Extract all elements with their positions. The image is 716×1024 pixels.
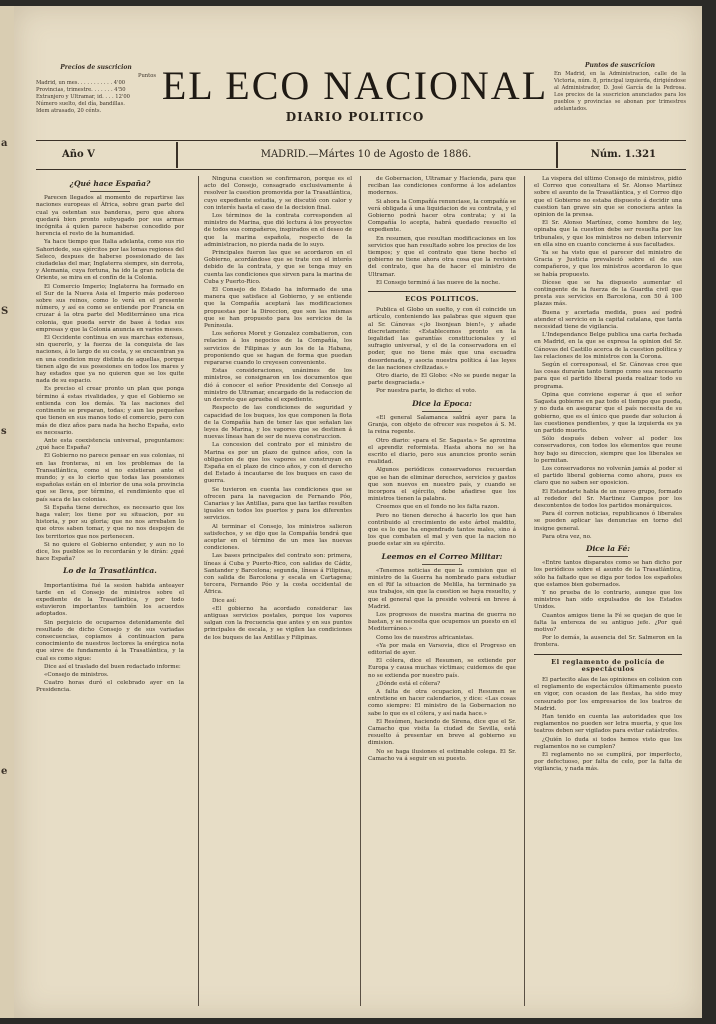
article-paragraph: Al terminar el Consejo, los ministros salieron satisfechos, y se dijo que la Compañía tendrá que aceptar en el término de un mes las nuevas condiciones. [204,523,352,552]
section-rule [368,291,516,292]
article-paragraph: de Gobernacion, Ultramar y Hacienda, para que reciban las condiciones conforme á los adelantos modernos. [368,176,516,197]
article-paragraph: El Consejo de Estado ha informado de una manera que satisface al Gobierno, y se entiende que la Compañía aceptará las modificaciones propuestas por la Direccion, que son las mismas que se han propuesto para los servicios de la Península. [204,287,352,330]
article-paragraph: Cuatro horas duró el celebrado ayer en la Presidencia. [36,680,184,694]
subscription-points-text: En Madrid, en la Administracion, calle de la Victoria, núm. 8, principal izquierda, dirigiéndose al Administrador, D. José García de la Pedrosa. Los precios de la suscricion anunciados para los pueblos y provincias se abonan por trimestres adelantados. [554,71,686,112]
subscription-price-line: Idem atrasado, 20 cénts. [36,108,102,114]
article-paragraph: «Tenemos noticias de que la comision que el ministro de la Guerra ha nombrado para estudiar en el Rif la situacion de Melilla, ha terminado ya sus trabajos, sin que la cuestion se haya resuelto, y que el general que la preside volverá en breve á Madrid. [368,567,516,610]
article-paragraph: El Estandarte habla de un nuevo grupo, formado al rededor del Sr. Martinez Campos por los descontentos de todos los partidos monárquicos. [534,488,682,509]
article-paragraph: El Sr. Alonso Martínez, como hombre de ley, opinaba que la cuestion debe ser resuelta por los tribunales, y que los ministros no deben intervenir en ella sino en cuanto concierne á sus facultades. [534,220,682,248]
issue-divider [176,142,178,168]
article-paragraph: Por lo demás, la ausencia del Sr. Salmeron en la frontera. [534,635,682,649]
subscription-points-box [554,62,686,113]
newspaper-subtitle: DIARIO POLITICO [285,110,425,124]
article-paragraph: Sin perjuicio de ocuparnos detenidamente del resultado de dicho Consejo y de sus variadas consecuencias, copiamos á continuacion para conocimiento de nuestros lectores la enérgica nota que sirve de fundamento á la Trasatlántica, y la cual es como sigue: [36,619,184,662]
masthead-rule-top [36,140,686,141]
subscription-prices-lines [36,73,156,115]
article-paragraph: Respecto de las condiciones de seguridad y capacidad de los buques, los que componen la flota de la Compañía han de tener las que señalan las leyes de Marina, y los vapores que se destinen á nuevas líneas han de ser de nueva construccion. [204,405,352,441]
subscription-price-line: Número suelto, del día, bandillas. [36,101,125,107]
article-paragraph: Otro diario, de El Globo: «No se puede negar la parte desgraciada.» [368,373,516,387]
article-heading: ¿Qué hace España? [69,179,151,188]
article-paragraph: Las bases principales del contrato son: primera, líneas á Cuba y Puerto-Rico, con salidas de Cádiz, Santander y Barcelona; segunda, líneas á Filipinas, con salida de Barcelona y escala en Cartagena; tercera, Fernando Póo y la costa occidental de África. [204,553,352,596]
article-paragraph: Han tenido en cuenta las autoridades que los reglamentos no pueden ser letra muerta, y que los teatros deben ser vigilados para evitar catástrofes. [534,714,682,735]
article-paragraph: Es preciso el crear pronto un plan que ponga término á estas rivalidades, y que el Gobierno se entienda con los demás. Ya las naciones del continente se preparan, todas; y aun las pequeñas que tienen en sus manos todo el comercio, pero con más de diez años para nada ha hecho España, esto es necesario. [36,386,184,436]
article-paragraph: Dícese que se ha dispuesto aumentar el contingente de la fuerza de la Guardia civil que presta sus servicios en Barcelona, con 50 á 100 plazas más. [534,279,682,308]
article-paragraph: Para otra vez, no. [542,533,592,540]
article-paragraph: Creemos que en el fondo no les falta razon. [376,504,500,511]
article-paragraph: Otro diario: «para el Sr. Sagasta.» Se aproxima el aprendiz reformista. Hasta ahora no se ha escrito el diario, pero sus anuncios pronto serán realidad. [368,437,516,466]
article-paragraph: El Occidente continua en sus marchas extensas, sin quererlo, y la fuerza de la conquista de las naciones, á lo largo de su costa, y se encuentran ya en una condicion muy distinta de aquellas, porque tienen algo de sus posesiones en todos los mares y hay estados que ya no quieren que se los quite nada de su espacio. [36,335,184,385]
article-paragraph: Ya hace tiempo que Italia adelanta, como sus rio Sahoridede, sus ejércitos por las lomas regiones del Seleco, despues de haberse posesionado de las ciudadelas del mar, Inglaterra siempre, sin derrota, y Alemania, cuya fortuna, ha ido la gran noticia de Oriente, se mira en el confín de la Colonia. [36,239,184,282]
heading-rule [90,579,130,580]
issue-bar [36,142,686,168]
subscription-prices-heading: Precios de suscricion [60,64,132,71]
article-paragraph: Cuantos amigos tiene la Fé se quejan de que le falta la entereza de su antiguo jefe. ¿Por qué motivo? [534,612,682,633]
article-paragraph: Buena y acertada medida, pues así podrá atender el servicio en la capital catalana, que tanta necesidad tiene de vigilancia. [534,309,682,331]
subscription-price-line: Provincias, trimestre. . . . . . . 4'50 [36,87,126,93]
subscription-price-line: Puntos [137,73,156,79]
newspaper-title: EL ECO NACIONAL [161,63,549,108]
article-paragraph: Ante esta coexistencia universal, preguntamos: ¿qué hace España? [36,437,184,452]
article-paragraph: «El general Salamanca saldrá ayer para la Granja, con objeto de ofrecer sus respetos á S. M. la reina regente. [368,414,516,436]
article-paragraph: Sólo después deben volver al poder los conservadores, con todos los elementos que reune hoy bajo su direccion, siempre que los liberales se lo permitan. [534,436,682,464]
column-1 [36,176,184,1006]
article-paragraph: Los términos de la contrata corresponden al ministro de Marina, que dió lectura á los proyectos de todos sus compañeros, inspirados en el deseo de que la marina española, respecto de la administracion, no pierda nada de lo suyo. [204,213,352,248]
section-heading: ECOS POLITICOS. [405,295,479,304]
section-heading: El reglamento de policía de espectáculos [551,657,665,673]
article-paragraph: El Gobierno no parece pensar en sus colonias, ni en las fronteras, ni en los problemas de la Transatlántica, como si no existieran ante el mundo; y es lo cierto que todas las posesiones españolas están en el interior de una sola provincia que se lleva, por término, el rendimiento que el país saca de las colonias. [36,453,184,503]
article-paragraph: Los señores Moret y Gonzalez combatieron, con relacion á los negocios de la Compañía, los servicios de Filipinas y aun los de la Habana, proponiendo que se hagan de forma que puedan repararse cuando lo creyesen conveniente. [204,331,352,367]
edge-letter: e [1,766,8,777]
article-paragraph: «Consejo de ministros. [44,672,109,678]
article-paragraph: Y no prueba de lo contrario, aunque que los ministros han sido expulsados de los Estados Unidos. [534,589,682,611]
article-paragraph: L'Independance Belge publica una carta fechada en Madrid, en la que se expresa la opinion del Sr. Cánovas del Castillo acerca de la cuestion política y las relaciones de los ministros con la Corona. [534,332,682,360]
article-paragraph: En resumen, que resultan modificaciones en los servicios que han resultado sobre los precios de los tiempos; y que el contrato que tiene hecho el gobierno no tiene ahora otra cosa que la revision del contrato, que ha de hacer el ministro de Ultramar. [368,235,516,278]
article-paragraph: La concesion del contrato por el ministro de Marina es por un plazo de quince años, con la obligacion de que los vapores se construyan en España en el plazo de cinco años, y con el derecho del Estado á incautarse de los buques en caso de guerra. [204,442,352,485]
edge-letter: s [1,426,7,437]
heading-rule [588,556,628,557]
article-paragraph: Ninguna cuestion se confirmaron, porque es el acto del Consejo, consagrado exclusivamente á resolver la cuestion promovida por la Trasatlántica, cuyo expediente estudia, y se discutió con calor y con interés hasta el caso de la decision final. [204,176,352,211]
column-divider [524,176,525,1006]
article-paragraph: «Ya por mala en Varsovia, dice el Progreso en editorial de ayer. [368,642,516,656]
article-paragraph: Se tuvieron en cuenta las condiciones que se ofrecen para la navegacion de Fernando Póo, Canarias y las Antillas, para que las tarifas resulten iguales en todos los puertos y para los diferentes servicios. [204,486,352,522]
article-heading: Dice la Fé: [585,543,631,553]
article-columns [36,176,686,1006]
article-paragraph: El Consejo terminó á las nueve de la noche. [376,279,501,286]
article-paragraph: Los progresos de nuestra marina de guerra no bastan, y se necesita que ocupemos un puesto en el Mediterráneo.» [368,611,516,633]
article-paragraph: Pero no tienen derecho á hacerlo los que han contribuido al crecimiento de este árbol maldito, que es lo que ha engendrado tantos males, sino á los que combaten el mal y ven que la nacion no puede estar sin su ejército. [368,512,516,548]
column-2 [204,176,352,1006]
article-paragraph: «El gobierno ha acordado considerar las antiguas servicios postales, porque los vapores salgan con la frecuencia que antes y en sus puntos principales de escala, y se vigilen las condiciones de los buques de las Antillas y Filipinas. [204,605,352,641]
article-paragraph: Estas consideraciones, unánimes de los ministros, se consignaron en los documentos que dió á conocer el señor Presidente del Consejo al ministro de Ultramar, encargado de la redaccion de un decreto que aprueba el expediente. [204,368,352,404]
article-paragraph: Si España tiene derechos, es necesario que los haga valer; los tiene por su situacion, por su historia, y por su gloria; que no nos arrebaten lo que otros saben tomar, y que no nos despojen de los territorios que nos pertenecen. [36,504,184,540]
subscription-prices-box [36,64,156,115]
article-paragraph: Los conservadores no volverán jamás al poder si el partido liberal gobierna como ahora, pues es claro que no saben ser oposicion. [534,465,682,487]
article-paragraph: Dice así el traslado del buen redactado informe: [44,663,181,670]
issue-divider [556,142,558,168]
article-paragraph: Parecen llegados al momento de repartirse las naciones europeas el África, sobre gran parte del cual ya ostentan sus banderas, pero que ahora quedará bien pronto subyugado por sus armas incógnita á quien parece haberse concedido por herencia el resto de la humanidad. [36,195,184,238]
issue-dateline: MADRID.—Mártes 10 de Agosto de 1886. [260,149,472,160]
subscription-points-heading: Puntos de suscricion [584,62,656,69]
heading-rule [422,411,462,412]
heading-rule [422,564,462,565]
subscription-price-line: Extranjero y Ultramar, id. . . . 12'00 [36,94,130,100]
edge-letter: a [1,138,8,149]
article-paragraph: El Resúmen, haciendo de Sirena, dice que el Sr. Camacho que visita la ciudad de Sevilla, está resuelto á presentar en breve al gobierno su dimision. [368,718,516,747]
column-3 [368,176,516,1006]
article-paragraph: Algunos periódicos conservadores recuerdan que se han de eliminar derechos, servicios y gastos que son nuevos en nuestro país, y cuando se incorpora el ejército, debe añadirse que los ministros tienen la palabra. [368,467,516,503]
article-heading: Dice la Epoca: [412,398,472,408]
article-paragraph: A falta de otra ocupacion, el Resumen se entretiene en hacer calendarios, y dice: «Las cosas como siempre: El ministro de la Gobernacion no sabe lo que es el cólera, y así nada hace.» [368,689,516,717]
subscription-price-line: Madrid, un mes. . . . . . . . . . . 4'00 [36,80,126,86]
article-paragraph: No se haga ilusiones el estimable colega. El Sr. Camacho va á seguir en su puesto. [368,748,516,762]
article-paragraph: La víspera del último Consejo de ministros, pidió el Correo que consultara el Sr. Alonso Martínez sobre el asunto de la Trasatlántica, y el Correo dijo que el Gobierno no estaba dispuesto á decidir una cuestion tan grave sin que se conociera antes la opinion de la prensa. [534,176,682,219]
article-paragraph: Ya se ha visto que el parecer del ministro de Gracia y Justicia prevaleció sobre el de sus compañeros, y que los ministros acordaron lo que se había propuesto. [534,250,682,278]
article-paragraph: ¿Quién lo duda si todos hemos visto que los reglamentos no se cumplen? [534,736,682,750]
article-paragraph: Según el corresponsal, el Sr. Cánovas cree que las cosas durarán tanto tiempo como sea necesario para que el partido liberal pueda realizar todo su programa. [534,362,682,390]
column-divider [198,176,199,1006]
column-divider [360,176,361,1006]
column-4 [534,176,682,1006]
section-rule [534,654,682,655]
article-paragraph: ¿Dónde está el cólera? [376,680,441,687]
edge-letter: S [1,306,9,317]
newspaper-page [14,6,702,1018]
article-heading: Lo de la Trasatlántica. [63,566,157,576]
article-heading: Leemos en el Correo Militar: [381,551,503,561]
article-paragraph: Si ahora la Compañía renunciase, la compañía se verá obligada á una liquidacion de su contrata, y el Gobierno podrá hacer otra contrata; y si la Compañía lo acepta, habrá quedado resuelto el expediente. [368,198,516,234]
article-paragraph: «Entre tantos disparates como se han dicho por los periódicos sobre el asunto de la Trasatlántica, sólo ha faltado que se diga por todos los españoles que estamos bien gobernados. [534,560,682,588]
issue-year: Año V [62,149,95,160]
article-paragraph: Para él corren noticias, republicanos ó liberales se pueden aplicar las denuncias en torno del insigne general. [534,511,682,532]
article-paragraph: El partecito alas de las opiniones en colision con el reglamento de espectáculos últimamente puesto en vigor, con ocasion de las fiestas, ha sido muy censurado por los empresarios de los teatros de Madrid. [534,677,682,712]
article-paragraph: Como los de nuestros africanistas. [376,634,474,641]
issue-number: Núm. 1.321 [590,149,656,160]
masthead-rule-bottom [36,169,686,170]
article-paragraph: El Comercio Imperio; Inglaterra ha formado en el Sur de la Nueva Asia el Imperio más poderoso sobre sus reinos, como lo verá en el presente número, y así es como se entiende por Francia en cruzar á la otra parte del Mediterráneo una rica colonia, que pueda servir de base á todas sus empresas y que la Colonia anuncia en varios meses. [36,283,184,333]
article-paragraph: Importantísima fué la sesion habida anteayer tarde en el Consejo de ministros sobre el expediente de la Trasatlántica, y por todo estuvieron importantes también los acuerdos adoptados. [36,582,184,618]
heading-rule [90,191,130,192]
article-paragraph: Principales fueron las que se acordaron en el Gobierno, acordándose que se trate con el interés debido de la contrata, y que se tenga muy en cuenta las condiciones que sirven para la marina de Cuba y Puerto-Rico. [204,250,352,285]
article-paragraph: El reglamento no se cumplirá, por imperfecto, por defectuoso, por falta de celo, por la falta de vigilancia, y nada más. [534,752,682,773]
article-paragraph: Dice así: [212,597,237,604]
article-paragraph: El cólera, dice el Resumen, se extiende por Europa y causa muchas víctimas; cuidemos de que no se extienda por nuestro país. [368,658,516,679]
adjacent-page-edge [0,6,14,1018]
article-paragraph: Por nuestra parte, lo dicho: el voto. [376,388,477,395]
article-paragraph: Si no quiere el Gobierno entender, y aun no lo dice, los pueblos se lo recordarán y le dirán: ¿qué hace España? [36,541,184,563]
article-paragraph: Opina que conviene esperar á que el señor Sagasta gobierne en paz todo el tiempo que pueda, y no duda en asegurar que el país necesita de su gobierno, que es el único que puede dar solucion á las cuestiones pendientes, y que la izquierda es ya un partido muerto. [534,391,682,434]
article-paragraph: Publica el Globo un suelto, y con él coincide un artículo, conteniendo las palabras que siguen que al Sr. Cánovas «¡lo lisonjean bien!», y añade discretamente: «Establecemos pronto en la legalidad las garantías constitucionales y el sufragio universal, y el de la conservadora en el poder, que no tiene más que una escuadra desordenada, y asocia nuestra política á las leyes de las naciones civilizadas.» [368,307,516,371]
